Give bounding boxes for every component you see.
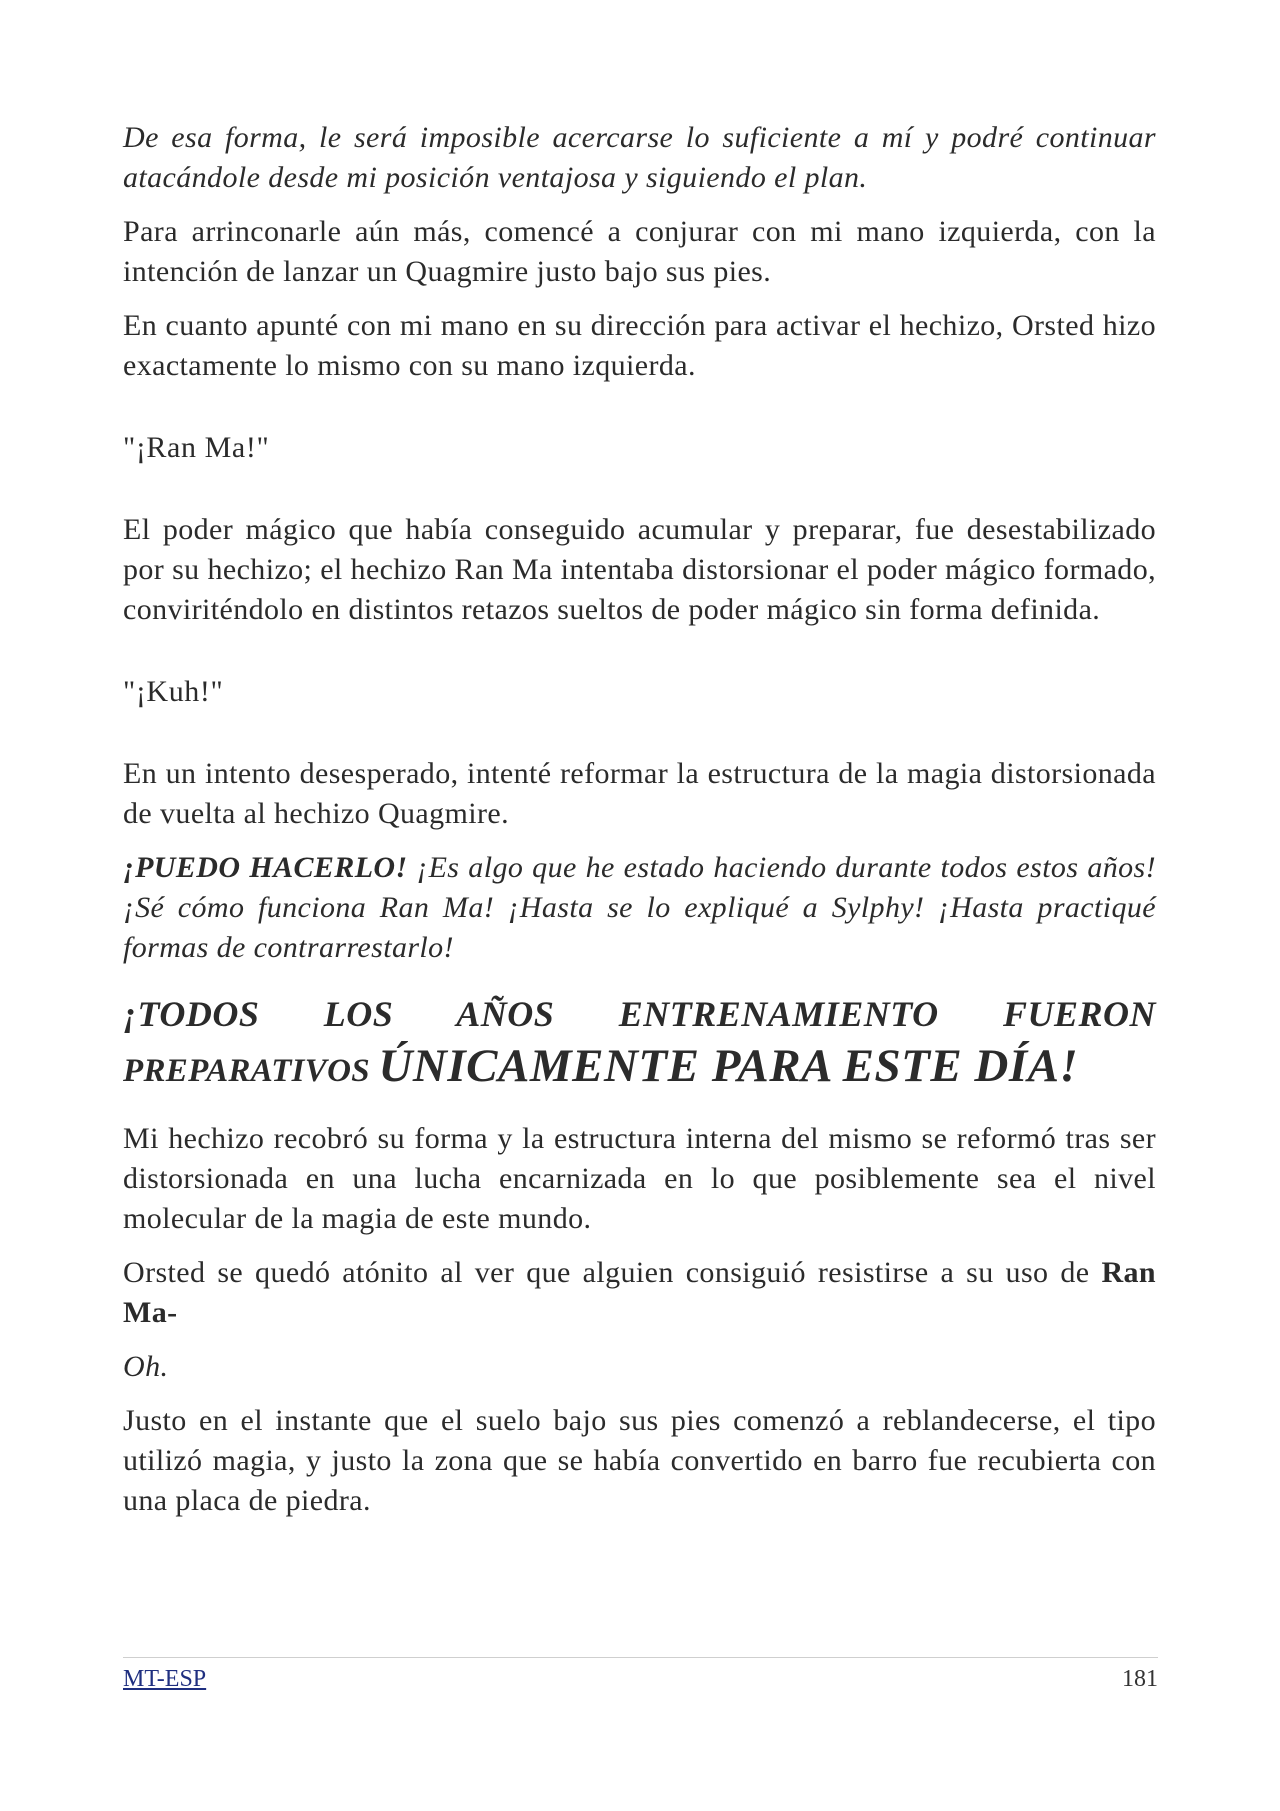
- shout-text-large: ÚNICAMENTE PARA ESTE DÍA!: [378, 1040, 1079, 1092]
- shout-line: [123, 1038, 1156, 1105]
- dialogue-line: "¡Ran Ma!": [123, 431, 270, 464]
- footer-link[interactable]: MT-ESP: [123, 1666, 207, 1692]
- paragraph: Justo en el instante que el suelo bajo sus pies comenzó a reblandecerse, el tipo utilizó magia, y justo la zona que se había convertido en barro fue recubierta con una placa de piedra.: [123, 1404, 1156, 1517]
- page-body: [123, 118, 1156, 1535]
- page-number: 181: [1122, 1666, 1158, 1692]
- paragraph: Mi hechizo recobró su forma y la estructura interna del mismo se reformó tras ser distorsionada en una lucha encarnizada en lo que posiblemente sea el nivel molecular de la magia de este mundo.: [123, 1122, 1156, 1235]
- paragraph-italic-thought: [123, 848, 1156, 968]
- shout-line: ¡TODOS LOS AÑOS ENTRENAMIENTO FUERON: [123, 994, 1156, 1034]
- paragraph: El poder mágico que había conseguido acumular y preparar, fue desestabilizado por su hechizo; el hechizo Ran Ma intentaba distorsionar el poder mágico formado, conviriténdolo en distintos retazos sueltos de poder mágico sin forma definida.: [123, 513, 1156, 626]
- paragraph: En un intento desesperado, intenté reformar la estructura de la magia distorsionada de vuelta al hechizo Quagmire.: [123, 757, 1156, 830]
- paragraph: Para arrinconarle aún más, comencé a conjurar con mi mano izquierda, con la intención de lanzar un Quagmire justo bajo sus pies.: [123, 215, 1156, 288]
- paragraph-text: ¡Es algo que he estado haciendo durante todos estos años! ¡Sé cómo funciona Ran Ma! ¡Hasta se lo expliqué a Sylphy! ¡Hasta practiqué formas de contrarrestarlo!: [123, 851, 1156, 964]
- shout-text-small: PREPARATIVOS: [123, 1053, 379, 1089]
- paragraph-text: Orsted se quedó atónito al ver que alguien consiguió resistirse a su uso de: [123, 1256, 1102, 1289]
- paragraph-italic-thought: Oh.: [123, 1350, 169, 1383]
- paragraph: [123, 1253, 1156, 1333]
- paragraph: En cuanto apunté con mi mano en su dirección para activar el hechizo, Orsted hizo exactamente lo mismo con su mano izquierda.: [123, 309, 1156, 382]
- emphasis-text: Ran Ma-: [123, 1256, 1156, 1329]
- dialogue-line: "¡Kuh!": [123, 675, 224, 708]
- emphasis-text: ¡PUEDO HACERLO!: [123, 851, 408, 884]
- page-footer: [123, 1657, 1158, 1694]
- paragraph-italic-thought: De esa forma, le será imposible acercarse lo suficiente a mí y podré continuar atacándole desde mi posición ventajosa y siguiendo el plan.: [123, 121, 1156, 194]
- shout-heading: [123, 990, 1156, 1105]
